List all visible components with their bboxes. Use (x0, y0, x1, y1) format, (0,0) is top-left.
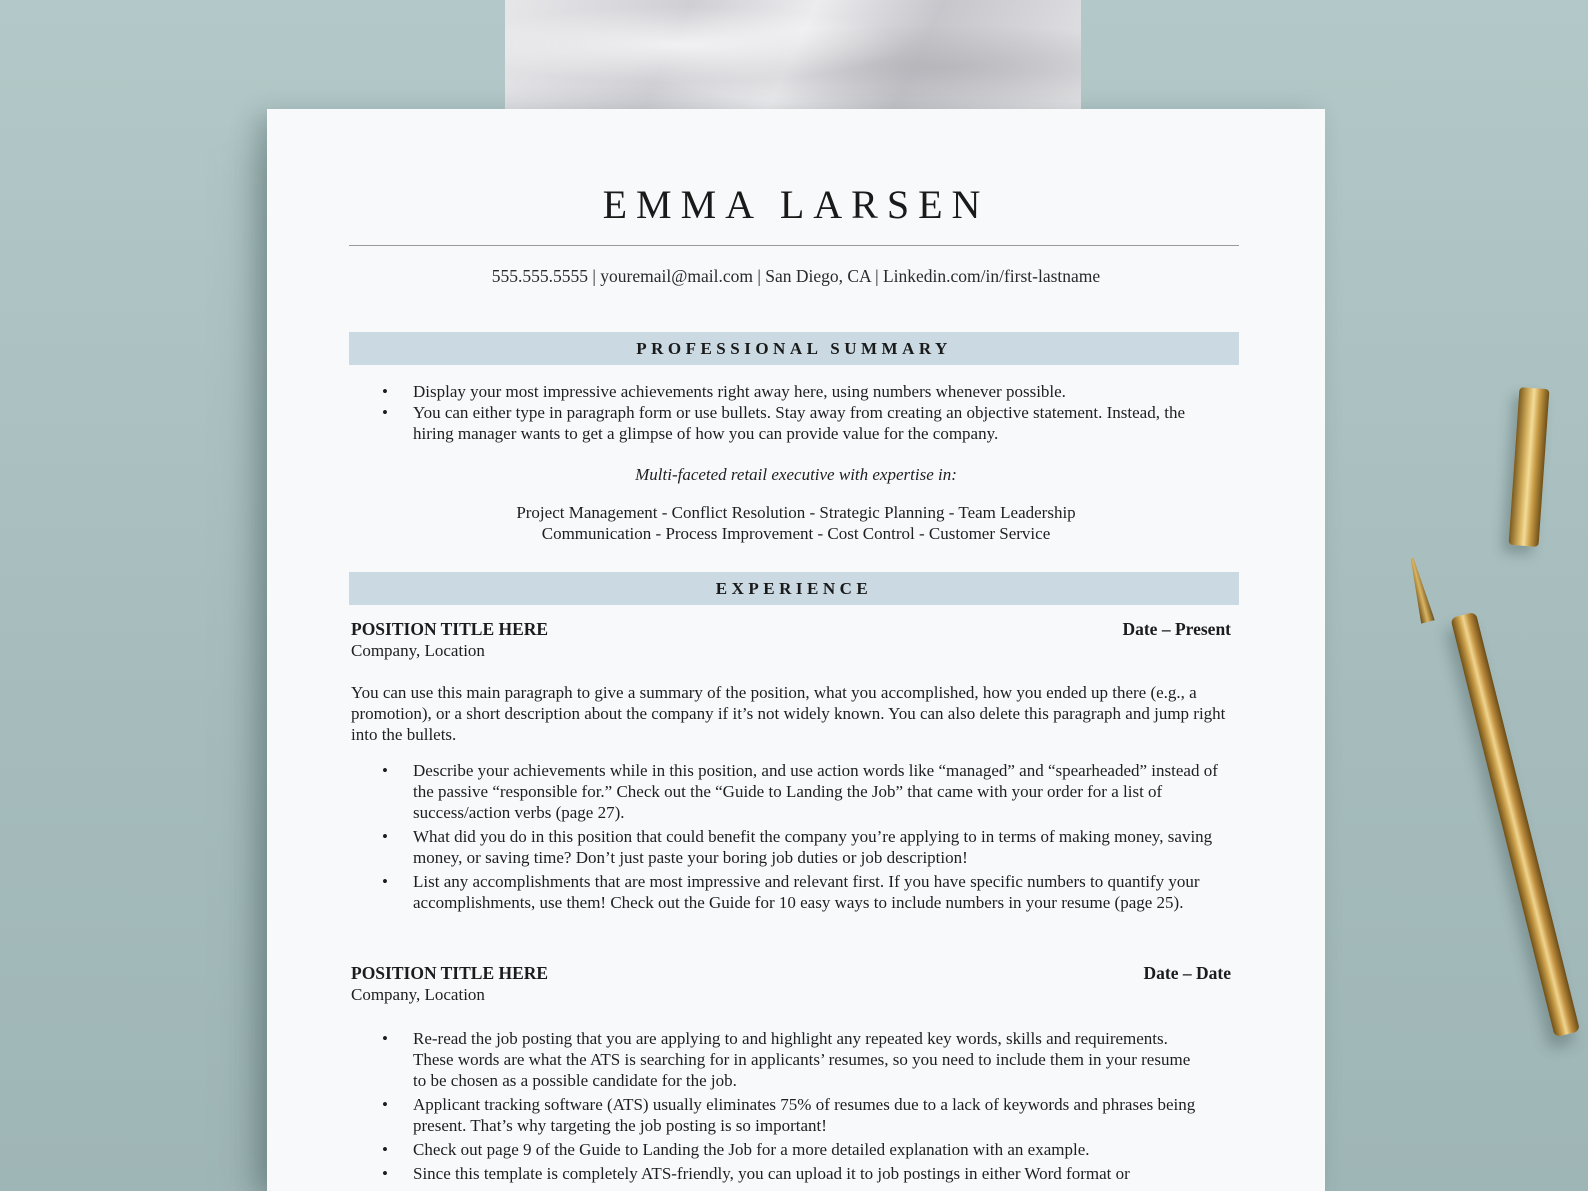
list-item: • Since this template is completely ATS-friendly, you can upload it to job postings in either Word format or (349, 1163, 1243, 1184)
resume-page (267, 109, 1325, 1191)
summary-bullets (349, 381, 1239, 444)
resume-name: EMMA LARSEN (602, 182, 990, 227)
position-2-bullets (349, 1028, 1239, 1184)
marble-backdrop (505, 0, 1081, 112)
header-divider (349, 245, 1239, 246)
expertise-intro: Multi-faceted retail executive with expertise in: (635, 465, 957, 484)
list-item: • Display your most impressive achievements right away here, using numbers whenever possible. (349, 381, 1239, 402)
position-1-header (351, 619, 1231, 641)
list-item: • Re-read the job posting that you are applying to and highlight any repeated key words, skills and requirements. These words are what the ATS is searching for in applicants’ resumes, so you need to include them in your resume to be chosen as a possible candidate for the job. (349, 1028, 1203, 1091)
position-date: Date – Date (1143, 963, 1231, 983)
position-company: Company, Location (351, 641, 485, 660)
position-summary: You can use this main paragraph to give a summary of the position, what you accomplished, how you ended up there (e.g., a promotion), or a short description about the company if it’s not widely known. You can also delete this paragraph and jump right into the bullets. (351, 683, 1226, 744)
experience-heading: EXPERIENCE (349, 572, 1239, 605)
contact-line: 555.555.5555 | youremail@mail.com | San Diego, CA | Linkedin.com/in/first-lastname (491, 266, 1101, 286)
pen-tip-icon (1405, 556, 1435, 623)
position-date: Date – Present (1122, 619, 1231, 639)
position-2-header (351, 963, 1231, 985)
skills-line-2: Communication - Process Improvement - Cost Control - Customer Service (541, 524, 1051, 543)
list-item: • Check out page 9 of the Guide to Landing the Job for a more detailed explanation with an example. (349, 1139, 1223, 1160)
list-item: • What did you do in this position that could benefit the company you’re applying to in terms of making money, saving money, or saving time? Don’t just paste your boring job duties or job description! (349, 826, 1223, 868)
position-title: POSITION TITLE HERE (351, 963, 549, 983)
position-1-bullets (349, 760, 1239, 913)
summary-heading: PROFESSIONAL SUMMARY (349, 332, 1239, 365)
list-item: • Describe your achievements while in this position, and use action words like “managed” and “spearheaded” instead of the passive “responsible for.” Check out the “Guide to Landing the Job” that came with your order for a list of success/action verbs (page 27). (349, 760, 1223, 823)
skills-line-1: Project Management - Conflict Resolution - Strategic Planning - Team Leadership (516, 503, 1076, 522)
list-item: • Applicant tracking software (ATS) usually eliminates 75% of resumes due to a lack of keywords and phrases being present. That’s why targeting the job posting is so important! (349, 1094, 1203, 1136)
position-title: POSITION TITLE HERE (351, 619, 549, 639)
list-item: • You can either type in paragraph form or use bullets. Stay away from creating an objective statement. Instead, the hiring manager wants to get a glimpse of how you can provide value for the company. (349, 402, 1213, 444)
pen-cap-icon (1509, 387, 1550, 547)
pen-icon (1450, 612, 1580, 1037)
position-company: Company, Location (351, 985, 485, 1004)
list-item: • List any accomplishments that are most impressive and relevant first. If you have specific numbers to quantify your accomplishments, use them! Check out the Guide for 10 easy ways to include numbers in your resume (page 25). (349, 871, 1223, 913)
